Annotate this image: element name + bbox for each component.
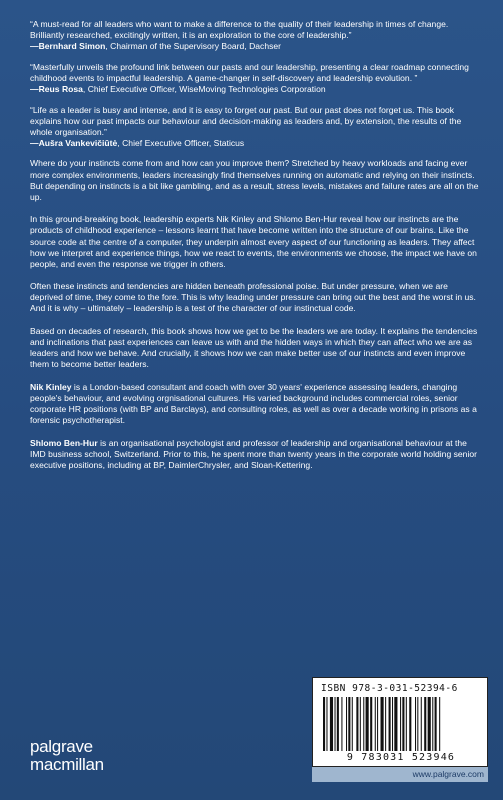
quote-attribution (30, 41, 482, 52)
author-name: Shlomo Ben-Hur (30, 437, 98, 448)
quote-3 (30, 105, 482, 149)
quote-2 (30, 62, 482, 95)
blurb-paragraph-3: Often these instincts and tendencies are hidden beneath professional poise. But under pressure, when we are deprived of time, they come to the fore. This is why leading under pressure can bring out the best and the worst in us. And it is why – ultimately – leadership is a test of the character of our instinctual code. (30, 281, 476, 314)
quote-text: “A must-read for all leaders who want to make a difference to the quality of their leadership in times of change. Brilliantly researched, excitingly written, it is an exploration to the core of leadership.” (30, 19, 449, 41)
quote-role: , Chairman of the Supervisory Board, Dachser (105, 41, 282, 52)
quote-role: , Chief Executive Officer, WiseMoving Technologies Corporation (82, 83, 326, 94)
blurb-paragraph-1: Where do your instincts come from and how can you improve them? Stretched by heavy workloads and facing ever more complex environments, leaders increasingly find themselves running on automatic and relying on their instincts. But depending on instincts is a bit like gambling, and as a result, stress levels, mistakes and failure rates are all on the up. (30, 158, 479, 202)
quote-1 (30, 19, 482, 52)
quote-author: —Aušra Vankevičiūtė (30, 137, 118, 148)
logo-line-1: palgrave (30, 737, 93, 756)
isbn-label: ISBN 978-3-031-52394-6 (321, 683, 458, 694)
quote-role: , Chief Executive Officer, Staticus (117, 137, 245, 148)
quote-author: —Bernhard Simon (30, 41, 106, 52)
publisher-logo (30, 737, 140, 777)
author-bio-2 (30, 438, 482, 471)
author-name: Nik Kinley (30, 381, 72, 392)
quote-text: “Life as a leader is busy and intense, and it is easy to forget our past. But our past does not forget us. This book explains how our past impacts our behaviour and decision-making as leaders and, by extension, the results of the whole organisation.” (30, 104, 462, 137)
author-bio-text: is a London-based consultant and coach with over 30 years' experience assessing leaders, changing people's behaviour, and evolving orgnisational cultures. His varied background includes commercial roles, senior corporate HR positions (with BP and Barclays), and consulting roles, as well as over a decade working in prisons as a forensic psychotherapist. (30, 381, 477, 426)
quote-author: —Reus Rosa (30, 83, 83, 94)
barcode-digits: 9 783031 523946 (346, 752, 456, 763)
quote-attribution (30, 84, 482, 95)
publisher-url[interactable]: www.palgrave.com (312, 767, 488, 782)
quote-attribution (30, 138, 482, 149)
blurb-paragraph-2: In this ground-breaking book, leadership experts Nik Kinley and Shlomo Ben-Hur reveal how our instincts are the products of childhood experience – lessons learnt that have become written into the structure of our brains. Like the source code at the centre of a computer, they underpin almost every aspect of our functioning as leaders. They affect how we interpret and experience things, how we react to events, the environments we choose, the impact we have on people, and even the response we trigger in others. (30, 214, 477, 269)
author-bio-text: is an organisational psychologist and professor of leadership and organisational behaviour at the IMD business school, Switzerland. Prior to this, he spent more than twenty years in the corporate world holding senior executive positions, including at BP, DaimlerChrysler, and Sloan-Kettering. (30, 437, 478, 470)
cover-text (30, 19, 482, 483)
blurb-paragraph-4: Based on decades of research, this book shows how we get to be the leaders we are today. It explains the tendencies and inclinations that past experiences can leave us with and the hidden ways in which they can affect who we are as leaders and how we behave. And crucially, it shows how we can make better use of our instincts and even improve them to become better leaders. (30, 326, 478, 370)
author-bio-1 (30, 382, 482, 426)
quote-text: “Masterfully unveils the profound link between our pasts and our leadership, presenting a clear roadmap connecting childhood events to impactful leadership. A game-changer in self-discovery and leadership evolution. ” (30, 61, 469, 83)
barcode-box (312, 677, 488, 767)
barcode-icon (323, 697, 479, 751)
logo-line-2: macmillan (30, 755, 104, 774)
